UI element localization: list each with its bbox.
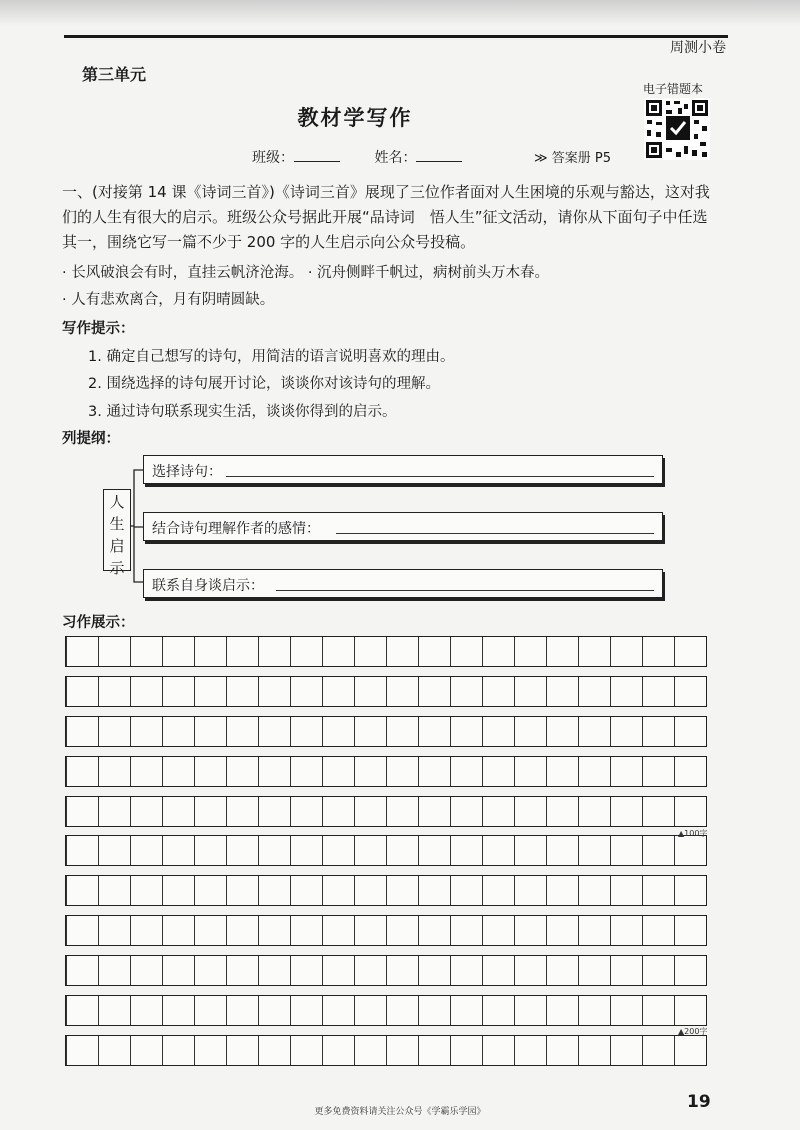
series-label: 周测小卷 xyxy=(670,40,726,56)
outline-heading: 列提纲： xyxy=(62,431,120,447)
class-blank[interactable] xyxy=(294,161,340,162)
answer-line[interactable] xyxy=(336,533,654,534)
grid-row[interactable] xyxy=(65,796,707,827)
poem-options-1: · 长风破浪会有时，直挂云帆济沧海。 · 沉舟侧畔千帆过，病树前头万木春。 xyxy=(62,265,550,281)
outline-box-insight[interactable] xyxy=(143,569,663,598)
qr-code-icon[interactable] xyxy=(644,98,710,160)
poem-options-2: · 人有悲欢离合，月有阴晴圆缺。 xyxy=(62,292,275,308)
page-title: 教材学写作 xyxy=(297,106,413,130)
grid-row[interactable] xyxy=(65,955,707,986)
answer-reference: ≫ 答案册 P5 xyxy=(534,151,611,166)
class-label: 班级： xyxy=(252,150,294,166)
outline-box-poem[interactable] xyxy=(143,455,663,484)
grid-row[interactable] xyxy=(65,875,707,906)
grid-row[interactable] xyxy=(65,756,707,787)
student-info-row xyxy=(252,147,462,167)
outline-box-emotion[interactable] xyxy=(143,512,663,541)
tip-item-2: 2. 围绕选择的诗句展开讨论，谈谈你对该诗句的理解。 xyxy=(88,376,440,392)
tip-item-1: 1. 确定自己想写的诗句，用简洁的语言说明喜欢的理由。 xyxy=(88,349,455,365)
grid-row[interactable] xyxy=(65,915,707,946)
grid-row[interactable] xyxy=(65,835,707,866)
scan-shadow xyxy=(0,0,800,26)
outline-label-poem: 选择诗句： xyxy=(152,464,222,480)
answer-line[interactable] xyxy=(226,476,654,477)
outline-label-emotion: 结合诗句理解作者的感情： xyxy=(152,521,320,537)
grid-row[interactable] xyxy=(65,636,707,667)
grid-row[interactable] xyxy=(65,676,707,707)
grid-row[interactable] xyxy=(65,1035,707,1066)
page-number: 19 xyxy=(687,1092,711,1112)
answer-line[interactable] xyxy=(276,590,654,591)
name-label: 姓名： xyxy=(374,150,417,166)
grid-row[interactable] xyxy=(65,995,707,1026)
word-count-mark-200: ▲200字 xyxy=(678,1027,708,1036)
unit-label: 第三单元 xyxy=(82,65,147,84)
question-text: 一、(对接第 14 课《诗词三首》)《诗词三首》展现了三位作者面对人生困境的乐观与豁达，这对我们的人生有很大的启示。班级公众号据此开展“品诗词 悟人生”征文活动，请你从下面句子中任选其一，围绕它写一篇不少于 200 字的人生启示向公众号投稿。 xyxy=(62,183,710,251)
practice-heading: 习作展示： xyxy=(62,615,135,631)
grid-row[interactable] xyxy=(65,716,707,747)
outline-label-insight: 联系自身谈启示： xyxy=(152,578,264,594)
tip-item-3: 3. 通过诗句联系现实生活，谈谈你得到的启示。 xyxy=(88,404,397,420)
tips-heading: 写作提示： xyxy=(62,321,135,337)
footer-note: 更多免费资料请关注公众号《学霸乐学园》 xyxy=(314,1107,486,1117)
word-count-mark-100: ▲100字 xyxy=(678,829,708,838)
header-rule xyxy=(64,35,728,38)
name-blank[interactable] xyxy=(416,161,462,162)
outline-center-box: 人 生 启 示 xyxy=(103,489,131,571)
qr-caption: 电子错题本 xyxy=(643,82,704,96)
